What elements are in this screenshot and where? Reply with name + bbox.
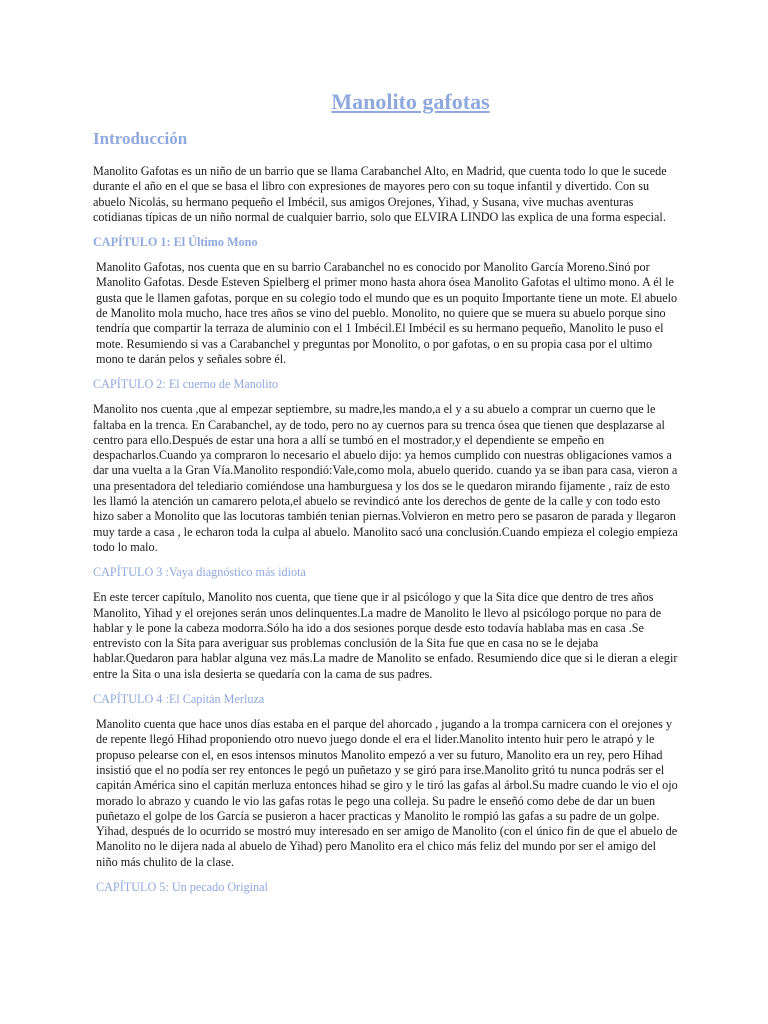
chapter-2-paragraph: Manolito nos cuenta ,que al empezar septiembre, su madre,les mando,a el y a su abuelo a comprar un cuerno que le faltaba en la trenca. En Carabanchel, ay de todo, pero no ay cuernos para su trenca ósea que tienen que desplazarse al centro para ello.Después de estar una hora a allí se tumbó en el mostrador,y el dependiente se empeño en despacharlos.Cuando ya compraron lo necesario el abuelo dijo: ya hemos cumplido con nuestras obligaciones vamos a dar una vuelta a la Gran Vía.Manolito respondió:Vale,como mola, abuelo querido. cuando ya se iban para casa, vieron a una presentadora del telediario comiéndose una hamburguesa y los dos se le quedaron mirando fijamente , raíz de esto les llamó la atención un camarero pelota,el abuelo se revindicó ante los derechos de gente de la calle y con todo esto hizo saber a Monolito que las locutoras también tenian piernas.Volvieron en metro pero se pasaron de parada y llegaron muy tarde a casa , le echaron toda la culpa al abuelo. Manolito sacó una conclusión.Cuando empieza el colegio empieza todo lo malo.: [93, 402, 678, 554]
chapter-4-paragraph: Manolito cuenta que hace unos días estaba en el parque del ahorcado , jugando a la trompa carnicera con el orejones y de repente llegó Hihad proponiendo otro nuevo juego donde el era el lider.Manolito intento huir pero le atrapó y le propuso pelearse con el, en esos intensos minutos Manolito empezó a ver su futuro, Manolito era un rey, pero Hihad insistió que el no podía ser rey entonces le pegó un puñetazo y se giró para irse.Manolito gritó tu nunca podrás ser el capitán América sino el capitán merluza entonces hihad se giro y le tiró las gafas al árbol.Su madre cuando le vio el ojo morado lo abrazo y cuando le vio las gafas rotas le pego una colleja. Su padre le enseñó como debe de dar un buen puñetazo el golpe de los García se pusieron a hacer practicas y Manolito le rompió las gafas a su padre de un golpe. Yihad, después de lo ocurrido se mostró muy interesado en ser amigo de Manolito (con el único fin de que el abuelo de Manolito no le dijera nada al abuelo de Yihad) pero Manolito era el chico más feliz del mundo por ser el amigo del niño más chulito de la clase.: [96, 717, 678, 869]
chapter-1-paragraph: Manolito Gafotas, nos cuenta que en su barrio Carabanchel no es conocido por Manolito García Moreno.Sinó por Manolito Gafotas. Desde Esteven Spielberg el primer mono hasta ahora ósea Manolito Gafotas el ultimo mono. A él le gusta que le llamen gafotas, porque en su colegio todo el mundo que es un poquito Importante tiene un mote. El abuelo de Manolito mola mucho, hace tres años se vino del pueblo. Monolito, no quiere que se muera su abuelo porque sino tendría que compartir la terraza de aluminio con el 1 Imbécil.El Imbécil es su hermano pequeño, Manolito le puso el mote. Resumiendo si vas a Carabanchel y preguntas por Monolito, o por gafotas, o en su propia casa por el ultimo mono te darán pelos y señales sobre él.: [96, 260, 678, 366]
chapter-5-heading: CAPÍTULO 5: Un pecado Original: [96, 879, 268, 894]
page-title: Manolito gafotas: [331, 89, 490, 114]
chapter-2-heading: CAPÍTULO 2: El cuerno de Manolito: [93, 377, 279, 392]
chapter-3-heading: CAPÍTULO 3 :Vaya diagnóstico más idiota: [93, 565, 306, 580]
chapter-4-heading: CAPÍTULO 4 :El Capitán Merluza: [93, 692, 265, 707]
intro-paragraph: Manolito Gafotas es un niño de un barrio que se llama Carabanchel Alto, en Madrid, que cuenta todo lo que le sucede durante el año en el que se basa el libro con expresiones de mayores pero con su toque infantil y divertido. Con su abuelo Nicolás, su hermano pequeño el Imbécil, sus amigos Orejones, Yihad, y Susana, vive muchas aventuras cotidianas típicas de un niño normal de cualquier barrio, solo que ELVIRA LINDO las explica de una forma especial.: [93, 164, 667, 224]
chapter-3-paragraph: En este tercer capítulo, Manolito nos cuenta, que tiene que ir al psicólogo y que la Sita dice que dentro de tres años Manolito, Yihad y el orejones serán unos delinquentes.La madre de Manolito le llevo al psicólogo porque no para de hablar y le pone la cabeza modorra.Sólo ha ido a dos sesiones porque desde esto todavía hablaba mas en casa .Se entrevisto con la Sita para averiguar sus problemas conclusión de la Sita fue que en casa no se le dejaba hablar.Quedaron para hablar alguna vez más.La madre de Manolito se enfado. Resumiendo dice que si le dieran a elegir entre la Sita o una isla desierta se quedaría con la cama de sus padres.: [93, 590, 678, 681]
intro-heading: Introducción: [93, 129, 188, 148]
chapter-1-heading: CAPÍTULO 1: El Último Mono: [93, 235, 258, 250]
